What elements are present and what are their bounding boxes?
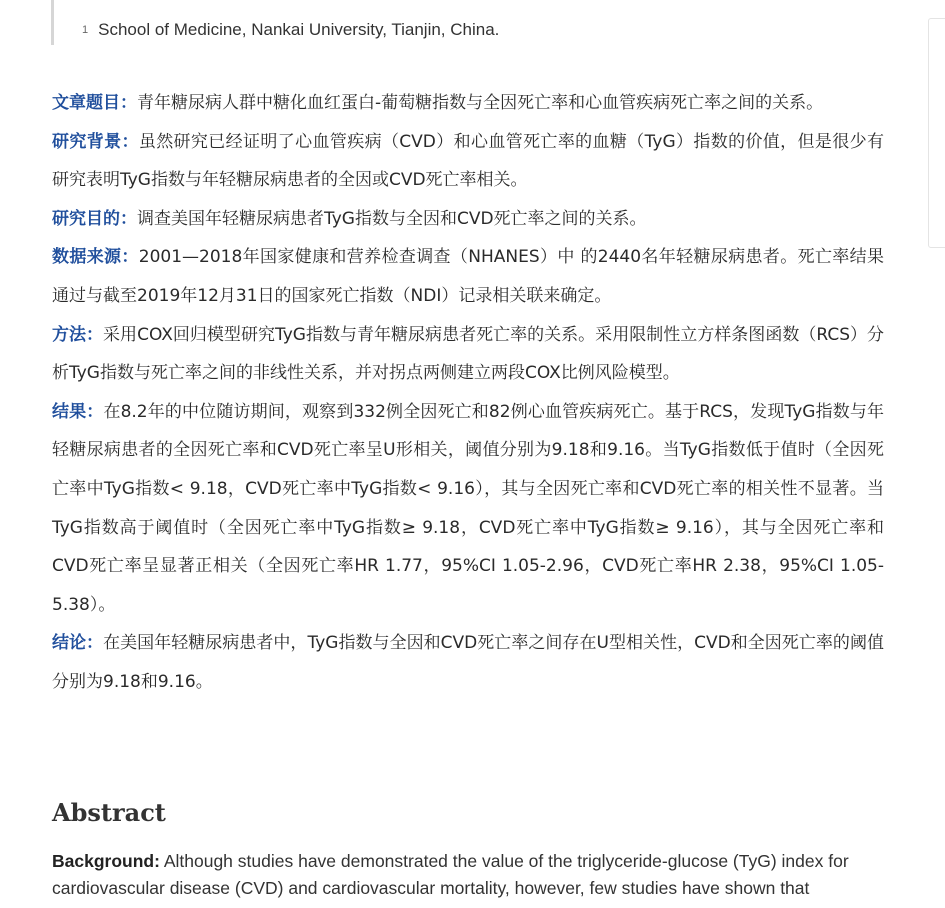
en-background-text: Although studies have demonstrated the value of the triglyceride-glucose (TyG) index for cardiovascular disease (CVD) and cardiovascular mortality, however, few studies have shown that: [52, 851, 849, 898]
cn-data-source-text: 2001—2018年国家健康和营养检查调查（NHANES）中 的2440名年轻糖尿病患者。死亡率结果通过与截至2019年12月31日的国家死亡指数（NDI）记录相关联来确定。: [52, 247, 885, 306]
cn-results-paragraph: [52, 393, 884, 625]
cn-background-label: 研究背景：: [52, 131, 139, 152]
cn-data-source-label: 数据来源：: [52, 247, 139, 268]
cn-results-text: 在8.2年的中位随访期间，观察到332例全因死亡和82例心血管疾病死亡。基于RCS，发现TyG指数与年轻糖尿病患者的全因死亡率和CVD死亡率呈U形相关，阈值分别为9.18和9.16。当TyG指数低于值时（全因死亡率中TyG指数< 9.18，CVD死亡率中TyG指数< 9.16），其与全因死亡率和CVD死亡率的相关性不显著。当TyG指数高于阈值时（全因死亡率中TyG指数≥ 9.18，CVD死亡率中TyG指数≥ 9.16），其与全因死亡率和CVD死亡率呈显著正相关（全因死亡率HR 1.77，95%CI 1.05-2.96，CVD死亡率HR 2.38，95%CI 1.05-5.38）。: [52, 401, 885, 615]
chinese-abstract: [52, 84, 884, 702]
cn-objective-label: 研究目的：: [52, 208, 137, 229]
cn-title-text: 青年糖尿病人群中糖化血红蛋白-葡萄糖指数与全因死亡率和心血管疾病死亡率之间的关系。: [137, 93, 824, 113]
cn-title-paragraph: [52, 84, 884, 123]
cn-methods-paragraph: [52, 316, 884, 393]
cn-objective-paragraph: [52, 200, 884, 239]
en-background-paragraph: [52, 848, 867, 902]
cn-conclusion-label: 结论：: [52, 633, 104, 654]
cn-methods-label: 方法：: [52, 324, 104, 345]
cn-title-label: 文章题目：: [52, 93, 137, 113]
cn-results-label: 结果：: [52, 401, 104, 422]
affiliation-text: School of Medicine, Nankai University, Tianjin, China.: [98, 20, 500, 39]
affiliation-marker: 1: [82, 24, 89, 36]
affiliation: [82, 20, 499, 40]
cn-background-paragraph: [52, 123, 884, 200]
cn-conclusion-text: 在美国年轻糖尿病患者中，TyG指数与全因和CVD死亡率之间存在U型相关性，CVD和全因死亡率的阈值分别为9.18和9.16。: [52, 633, 884, 692]
cn-conclusion-paragraph: [52, 624, 884, 701]
cn-data-source-paragraph: [52, 238, 884, 315]
en-background-label: Background:: [52, 851, 160, 871]
abstract-heading: Abstract: [52, 798, 166, 827]
affiliation-quote-bar: [51, 0, 54, 45]
cn-background-text: 虽然研究已经证明了心血管疾病（CVD）和心血管死亡率的血糖（TyG）指数的价值，但是很少有研究表明TyG指数与年轻糖尿病患者的全因或CVD死亡率相关。: [52, 131, 884, 191]
side-panel-edge: [928, 18, 945, 248]
cn-objective-text: 调查美国年轻糖尿病患者TyG指数与全因和CVD死亡率之间的关系。: [137, 208, 647, 229]
cn-methods-text: 采用COX回归模型研究TyG指数与青年糖尿病患者死亡率的关系。采用限制性立方样条图函数（RCS）分析TyG指数与死亡率之间的非线性关系，并对拐点两侧建立两段COX比例风险模型。: [52, 324, 885, 384]
